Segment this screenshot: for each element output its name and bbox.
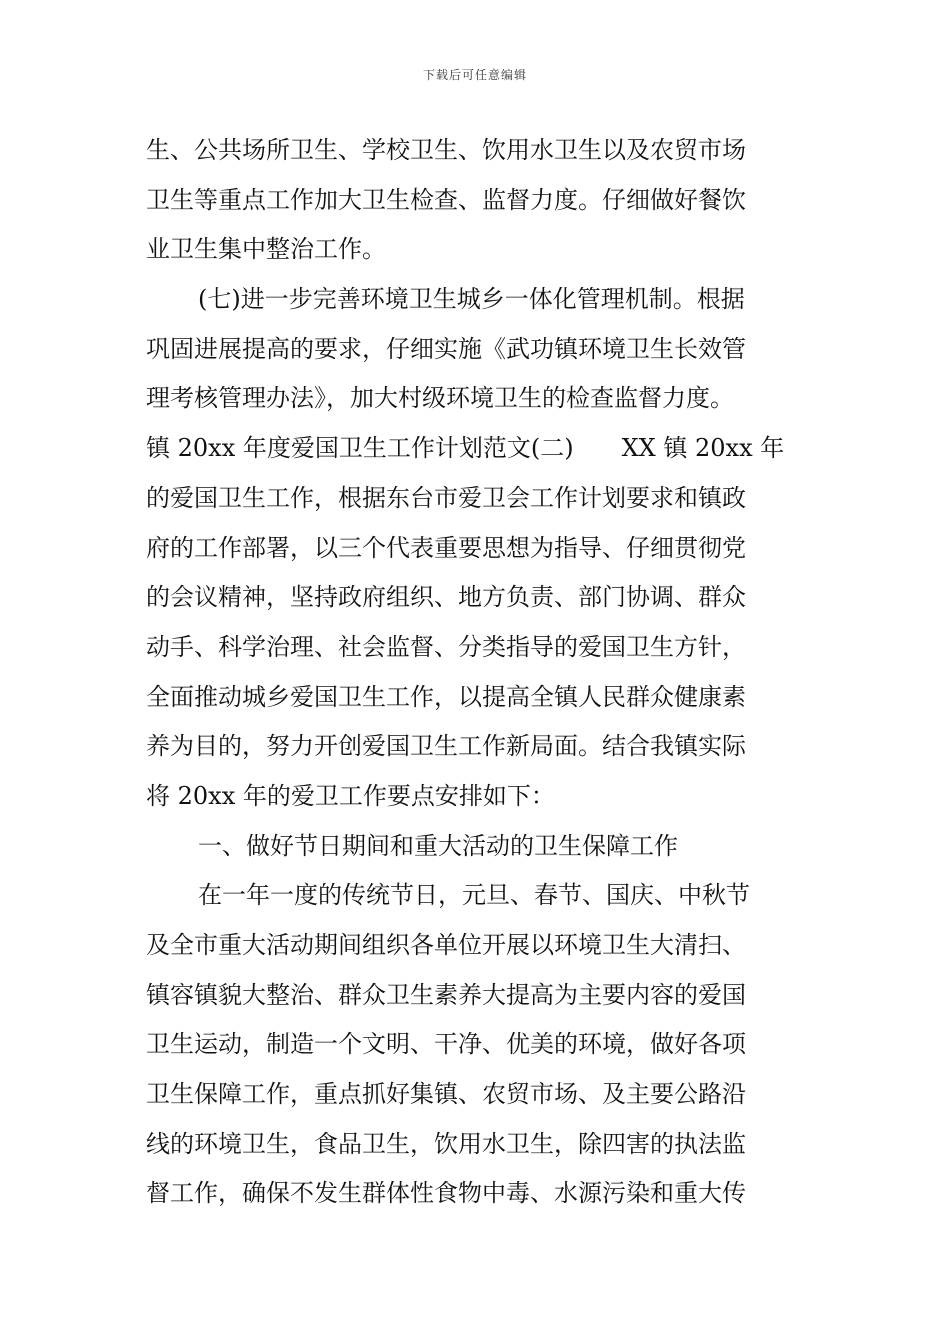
text-line: 卫生等重点工作加大卫生检查、监督力度。仔细做好餐饮: [146, 185, 746, 214]
text-line: 线的环境卫生，食品卫生，饮用水卫生，除四害的执法监: [146, 1129, 746, 1158]
text-line: 及全市重大活动期间组织各单位开展以环境卫生大清扫、: [146, 931, 746, 959]
text-line: 巩固进展提高的要求，仔细实施《武功镇环境卫生长效管: [146, 334, 746, 363]
text-line: 将 20xx 年的爱卫工作要点安排如下：: [146, 781, 555, 810]
text-line: 业卫生集中整治工作。: [146, 235, 386, 264]
text-line: 的爱国卫生工作，根据东台市爱卫会工作计划要求和镇政: [146, 483, 746, 512]
text-line: 一、做好节日期间和重大活动的卫生保障工作: [198, 831, 678, 860]
text-line: 镇 20xx 年度爱国卫生工作计划范文(二) XX 镇 20xx 年: [146, 434, 785, 463]
text-line: 生、公共场所卫生、学校卫生、饮用水卫生以及农贸市场: [146, 136, 746, 164]
text-line: 卫生保障工作，重点抓好集镇、农贸市场、及主要公路沿: [146, 1080, 746, 1109]
text-line: 理考核管理办法》，加大村级环境卫生的检查监督力度。: [146, 384, 734, 413]
text-line: (七)进一步完善环境卫生城乡一体化管理机制。根据: [198, 285, 745, 314]
text-line: 全面推动城乡爱国卫生工作，以提高全镇人民群众健康素: [146, 682, 746, 711]
text-line: 养为目的，努力开创爱国卫生工作新局面。结合我镇实际: [146, 732, 746, 761]
text-line: 卫生运动，制造一个文明、干净、优美的环境，做好各项: [146, 1030, 746, 1059]
text-line: 督工作，确保不发生群体性食物中毒、水源污染和重大传: [146, 1179, 746, 1208]
text-line: 府的工作部署，以三个代表重要思想为指导、仔细贯彻党: [146, 533, 746, 562]
text-line: 的会议精神，坚持政府组织、地方负责、部门协调、群众: [146, 583, 746, 612]
text-line: 在一年一度的传统节日，元旦、春节、国庆、中秋节: [198, 881, 750, 910]
page-header-note: 下载后可任意编辑: [422, 68, 527, 82]
text-line: 动手、科学治理、社会监督、分类指导的爱国卫生方针，: [146, 632, 746, 661]
text-line: 镇容镇貌大整治、群众卫生素养大提高为主要内容的爱国: [146, 980, 746, 1009]
document-body: [146, 126, 816, 1219]
